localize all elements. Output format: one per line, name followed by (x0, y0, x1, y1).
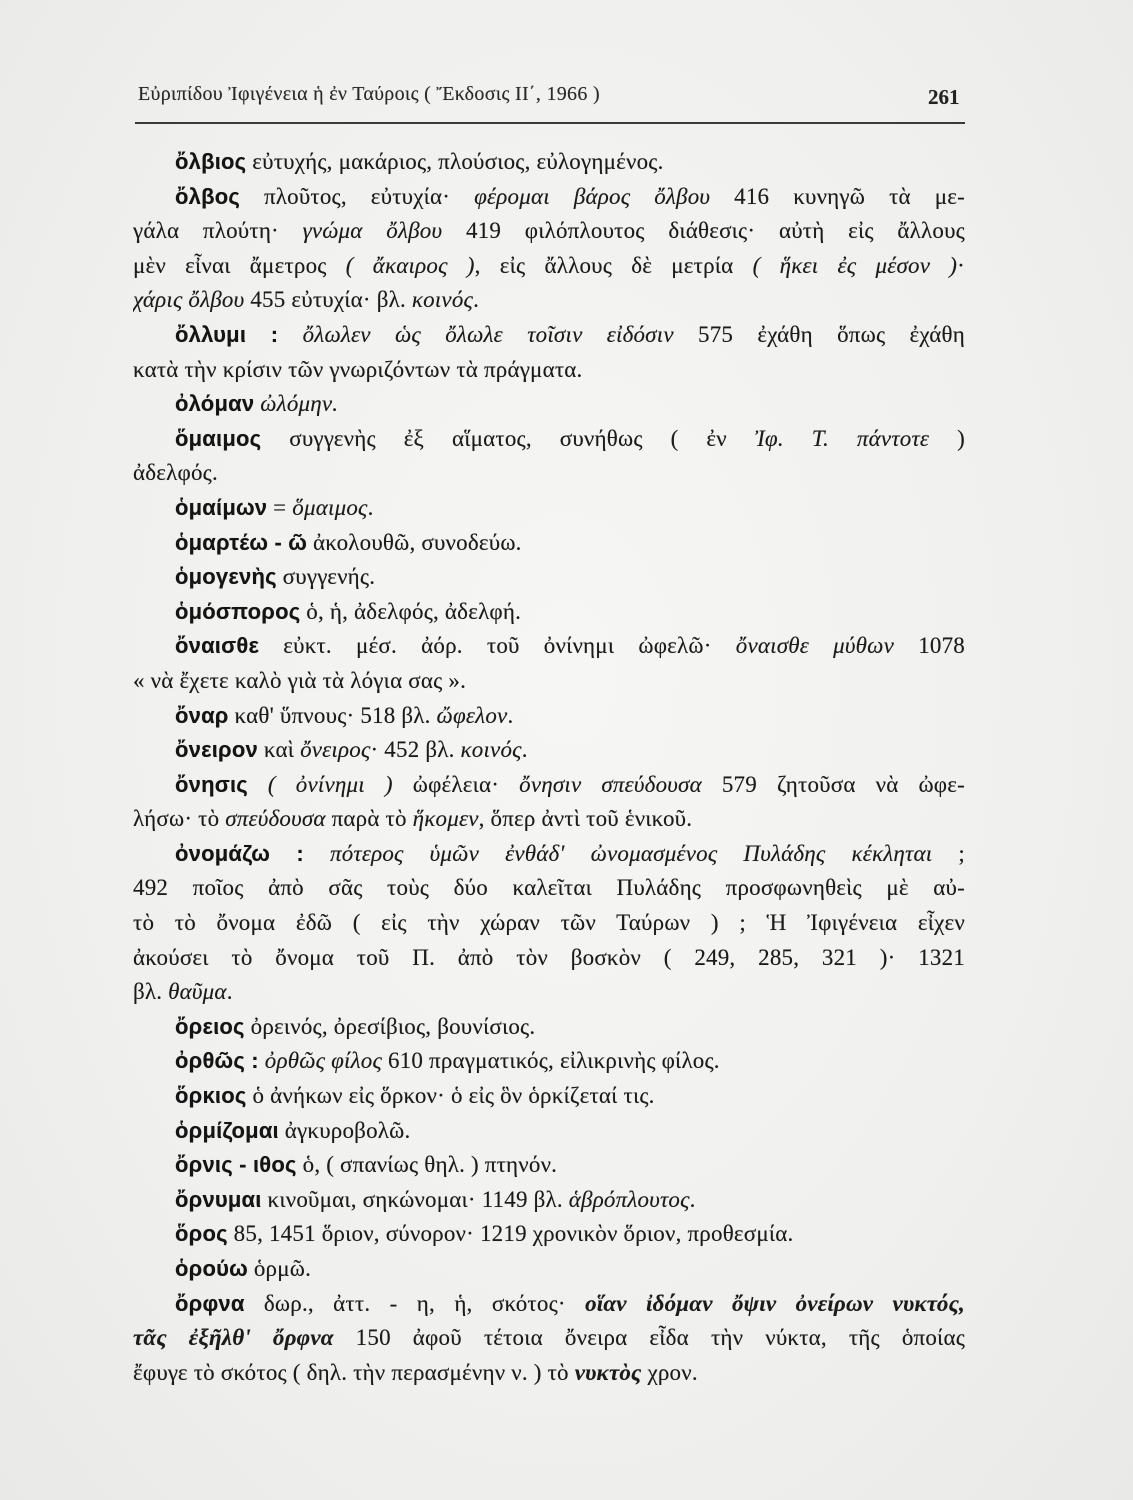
quotation: ὀρθῶς φίλος (258, 1048, 383, 1074)
entry-line (133, 802, 965, 837)
gloss-text: ἀκούσει τὸ ὄνομα τοῦ Π. ἀπὸ τὸν βοσκὸν ( 249, 285, 321 )· 1321 (133, 944, 965, 970)
glossary-entry (133, 318, 965, 387)
headword: ὅμαιμος (175, 425, 262, 451)
entry-line (133, 318, 965, 353)
headword: ὁμαρτέω - ῶ (175, 529, 308, 555)
gloss-text: · (957, 252, 965, 278)
entry-line (133, 1010, 965, 1045)
glossary-entry (133, 180, 965, 318)
quotation: ὄναισθε μύθων (735, 633, 895, 659)
headword: ὁρούω (175, 1256, 248, 1281)
gloss-text: , εἰς ἄλλους δὲ μετρία (474, 252, 753, 278)
entry-line (133, 387, 965, 422)
header-rule (135, 122, 965, 124)
entry-line (133, 941, 965, 976)
gloss-text: ἀκολουθῶ, συνοδεύω. (307, 529, 522, 555)
headword: ὄλβος (175, 183, 240, 209)
gloss-text: 1078 (894, 633, 965, 659)
running-title: Εὐριπίδου Ἰφιγένεια ἡ ἐν Ταύροις ( Ἔκδοσις ΙΙ΄, 1966 ) (138, 83, 600, 105)
entry-line (133, 975, 965, 1010)
glossary-entry (133, 491, 965, 526)
gloss-text: , ὅπερ ἀντὶ τοῦ ἑνικοῦ. (478, 806, 693, 832)
gloss-text: ἔφυγε τὸ σκότος ( δηλ. τὴν περασμένην ν. ) τὸ (133, 1359, 575, 1385)
gloss-text: 610 πραγματικός, εἰλικρινὴς φίλος. (382, 1048, 720, 1074)
gloss-text: 85, 1451 ὅριον, σύνορον· 1219 χρονικὸν ὅριον, προθεσμία. (227, 1221, 794, 1247)
gloss-text: ὠφέλεια· (392, 771, 520, 797)
entry-line (133, 595, 965, 630)
quotation: ὄλωλεν ὡς ὄλωλε τοῖσιν εἰδόσιν (278, 321, 674, 347)
glossary-entry (133, 629, 965, 698)
quotation: χάρις ὄλβου (133, 287, 245, 313)
gloss-text: 492 ποῖος ἀπὸ σᾶς τοὺς δύο καλεῖται Πυλάδης προσφωνηθεὶς μὲ αὐ- (133, 875, 965, 901)
headword: ὀνομάζω : (175, 840, 304, 866)
gloss-text: μὲν εἶναι ἄμετρος (133, 252, 346, 278)
gloss-text: δωρ., ἀττ. - η, ἡ, σκότος· (244, 1290, 586, 1316)
headword: ὄρειος (175, 1013, 245, 1039)
glossary-entry (133, 1217, 965, 1252)
entry-line (133, 871, 965, 906)
bold-quotation: οἵαν ἰδόμαν ὄψιν ὀνείρων νυκτός, (585, 1290, 965, 1316)
quotation: ( ἥκει ἐς μέσον ) (752, 252, 958, 278)
entry-line (133, 214, 965, 249)
gloss-text: ἀγκυροβολῶ. (278, 1117, 411, 1143)
page-number: 261 (928, 85, 960, 109)
gloss-text: ; (932, 840, 965, 866)
entry-line (133, 664, 965, 699)
gloss-text: . (226, 979, 233, 1005)
gloss-text: χρον. (641, 1359, 698, 1385)
quotation: θαῦμα (168, 979, 227, 1005)
gloss-text: ὁρμῶ. (247, 1256, 312, 1281)
gloss-text: 419 φιλόπλουτος διάθεσις· αὐτὴ εἰς ἄλλους (442, 218, 965, 244)
gloss-text: ὁ, ( σπανίως θηλ. ) πτηνόν. (296, 1152, 558, 1178)
glossary-entry (133, 768, 965, 837)
glossary-entry (133, 1252, 965, 1287)
glossary-entry (133, 1287, 965, 1391)
gloss-text: « νὰ ἔχετε καλὸ γιὰ τὰ λόγια σας ». (133, 667, 467, 693)
gloss-text: ὁ ἀνήκων εἰς ὅρκον· ὁ εἰς ὃν ὁρκίζεταί τις. (246, 1083, 655, 1109)
headword: ὄναισθε (175, 633, 260, 659)
quotation: ὄνησιν σπεύδουσα (519, 771, 702, 797)
entry-line (133, 1114, 965, 1149)
entry-line (133, 837, 965, 872)
glossary-entry (133, 1114, 965, 1149)
headword: ὄρφνα (175, 1290, 245, 1316)
entry-line (133, 906, 965, 941)
quotation: ὠλόμην. (254, 391, 339, 417)
bold-quotation: τᾶς ἐξῆλθ' ὄρφνα (133, 1325, 334, 1351)
quotation: φέρομαι βάρος ὄλβου (474, 183, 711, 209)
glossary-entry (133, 387, 965, 422)
glossary-entry (133, 595, 965, 630)
entry-line (133, 145, 965, 180)
glossary-entry (133, 422, 965, 491)
glossary-entry (133, 145, 965, 180)
gloss-text: ) (929, 425, 965, 451)
gloss-text: λήσω· τὸ (133, 806, 226, 832)
headword: ὄρνυμαι (175, 1186, 262, 1212)
entry-line (133, 1079, 965, 1114)
entry-line (133, 629, 965, 664)
gloss-text: εὐτυχής, μακάριος, πλούσιος, εὐλογημένος. (246, 149, 664, 174)
headword: ὄναρ (175, 702, 229, 728)
gloss-text: καὶ (257, 737, 301, 763)
glossary-entry (133, 1148, 965, 1183)
gloss-text: συγγενής. (276, 564, 376, 590)
entry-line (133, 699, 965, 734)
glossary-entry (133, 526, 965, 561)
quotation: ἥκομεν (412, 806, 479, 832)
entry-line (133, 1183, 965, 1218)
entry-line (133, 491, 965, 526)
headword: ὁμογενὴς (175, 564, 277, 590)
headword: ὄλλυμι : (175, 321, 279, 347)
headword: ὁμαίμων (175, 494, 268, 520)
entry-line (133, 768, 965, 803)
gloss-text: 416 κυνηγῶ τὰ με- (710, 183, 965, 209)
entry-line (133, 422, 965, 457)
gloss-text: κατὰ τὴν κρίσιν τῶν γνωριζόντων τὰ πράγματα. (133, 356, 583, 382)
gloss-text: ὁ, ἡ, ἀδελφός, ἀδελφή. (300, 598, 522, 624)
entry-line (133, 456, 965, 491)
gloss-text: . (507, 702, 514, 728)
entry-line (133, 733, 965, 768)
gloss-text: . (367, 494, 374, 520)
entry-line (133, 1287, 965, 1322)
headword: ὀρθῶς : (175, 1048, 259, 1074)
entry-line (133, 353, 965, 388)
quotation: Ἰφ. Τ. πάντοτε (754, 425, 930, 451)
headword: ὁμόσπορος (175, 598, 301, 624)
entry-line (133, 249, 965, 284)
glossary-entry (133, 560, 965, 595)
entry-line (133, 1356, 965, 1391)
glossary-entry (133, 699, 965, 734)
gloss-text: = (267, 494, 293, 520)
headword: ὀλόμαν (175, 391, 255, 417)
quotation: ὤφελον (436, 702, 508, 728)
gloss-text: . (521, 737, 528, 763)
glossary-entries (133, 145, 965, 1390)
gloss-text: παρὰ τὸ (325, 806, 413, 832)
headword: ὄλβιος (175, 149, 247, 174)
quotation: πότερος ὑμῶν ἐνθάδ' ὠνομασμένος Πυλάδης κέκληται (303, 840, 933, 866)
gloss-text: εὐκτ. μέσ. ἀόρ. τοῦ ὀνίνημι ὠφελῶ· (259, 633, 736, 659)
gloss-text: 575 ἐχάθη ὅπως ἐχάθη (673, 321, 965, 347)
entry-line (133, 1252, 965, 1287)
glossary-entry (133, 1079, 965, 1114)
glossary-entry (133, 837, 965, 1010)
entry-line (133, 180, 965, 215)
gloss-text: · 452 βλ. (370, 737, 461, 763)
gloss-text: συγγενὴς ἐξ αἵματος, συνήθως ( ἐν (261, 425, 755, 451)
headword: ὅρος (175, 1221, 228, 1247)
quotation: ὅμαιμος (292, 494, 368, 520)
entry-line (133, 1148, 965, 1183)
gloss-text: καθ' ὕπνους· 518 βλ. (228, 702, 437, 728)
gloss-text: ὀρεινός, ὀρεσίβιος, βουνίσιος. (244, 1013, 536, 1039)
gloss-text: τὸ τὸ ὄνομα ἐδῶ ( εἰς τὴν χώραν τῶν Ταύρων ) ; Ἡ Ἰφιγένεια εἶχεν (133, 910, 965, 936)
entry-line (133, 526, 965, 561)
gloss-text: 150 ἀφοῦ τέτοια ὄνειρα εἶδα τὴν νύκτα, τῆς ὁποίας (333, 1325, 965, 1351)
quotation: κοινός (411, 287, 474, 313)
glossary-entry (133, 1010, 965, 1045)
gloss-text: ἀδελφός. (133, 460, 218, 486)
entry-line (133, 283, 965, 318)
headword: ὄνειρον (175, 737, 258, 763)
entry-line (133, 1321, 965, 1356)
entry-line (133, 1044, 965, 1079)
quotation: ( ἄκαιρος ) (345, 252, 475, 278)
gloss-text: . (473, 287, 480, 313)
headword: ὁρμίζομαι (175, 1117, 279, 1143)
quotation: ὄνειρος (300, 737, 371, 763)
entry-line (133, 1217, 965, 1252)
gloss-text: κινοῦμαι, σηκώνομαι· 1149 βλ. (261, 1186, 569, 1212)
glossary-entry (133, 733, 965, 768)
quotation: γνώμα ὄλβου (302, 218, 443, 244)
gloss-text: βλ. (133, 979, 169, 1005)
headword: ὄνησις (175, 771, 248, 797)
quotation: κοινός (460, 737, 522, 763)
headword: ὄρνις - ιθος (175, 1152, 297, 1178)
quotation: ἁβρόπλουτος (568, 1186, 690, 1212)
entry-line (133, 560, 965, 595)
bold-quotation: νυκτὸς (574, 1359, 642, 1385)
glossary-entry (133, 1183, 965, 1218)
quotation: σπεύδουσα (225, 806, 326, 832)
gloss-text: γάλα πλούτη· (133, 218, 303, 244)
glossary-entry (133, 1044, 965, 1079)
gloss-text: πλοῦτος, εὐτυχία· (239, 183, 475, 209)
gloss-text: 455 εὐτυχία· βλ. (244, 287, 412, 313)
gloss-text: 579 ζητοῦσα νὰ ὠφε- (701, 771, 965, 797)
quotation: ( ὀνίνημι ) (247, 771, 393, 797)
gloss-text: . (689, 1186, 696, 1212)
headword: ὅρκιος (175, 1083, 247, 1109)
